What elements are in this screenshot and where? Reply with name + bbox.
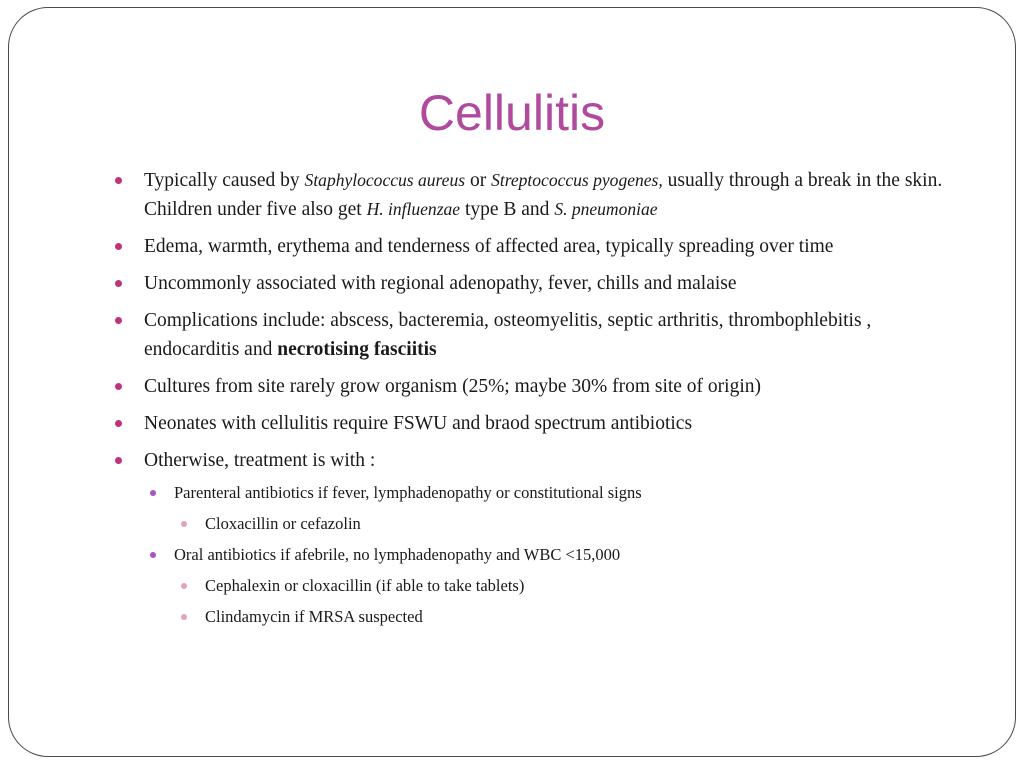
italic-organism: H. influenzae xyxy=(366,199,461,219)
bullet-text: Clindamycin if MRSA suspected xyxy=(205,607,423,626)
bullet-list xyxy=(113,166,963,636)
text-span: usually through a break in the skin. Children under five also get xyxy=(144,170,943,220)
bullet-dot-icon xyxy=(115,280,122,287)
sub-sub-bullet-dot-icon xyxy=(181,614,187,620)
text-span: or xyxy=(465,170,492,191)
sub-bullet-parenteral xyxy=(113,481,963,505)
bullet-text: Cephalexin or cloxacillin (if able to take tablets) xyxy=(205,576,525,595)
bullet-treatment xyxy=(113,446,963,475)
text-span: type B and xyxy=(460,199,555,220)
bullet-text: Otherwise, treatment is with : xyxy=(144,450,376,471)
sub-sub-bullet-dot-icon xyxy=(181,521,187,527)
bullet-dot-icon xyxy=(115,457,122,464)
bullet-associations xyxy=(113,269,963,298)
italic-organism: Staphylococcus aureus xyxy=(304,170,466,190)
bullet-text: Uncommonly associated with regional adenopathy, fever, chills and malaise xyxy=(144,273,737,294)
bold-term: necrotising fasciitis xyxy=(277,339,437,360)
sub-bullet-oral xyxy=(113,543,963,567)
bullet-text: Cloxacillin or cefazolin xyxy=(205,514,361,533)
italic-organism: S. pneumoniae xyxy=(554,199,658,219)
bullet-text: Edema, warmth, erythema and tenderness of affected area, typically spreading over time xyxy=(144,236,834,257)
italic-organism: Streptococcus pyogenes, xyxy=(491,170,663,190)
slide-title: Cellulitis xyxy=(418,85,606,141)
bullet-dot-icon xyxy=(115,243,122,250)
bullet-complications xyxy=(113,306,963,364)
text-span: Typically caused by xyxy=(144,170,305,191)
sub-sub-bullet-dot-icon xyxy=(181,583,187,589)
bullet-dot-icon xyxy=(115,420,122,427)
bullet-neonates xyxy=(113,409,963,438)
bullet-text: Oral antibiotics if afebrile, no lymphadenopathy and WBC <15,000 xyxy=(174,545,621,564)
bullet-dot-icon xyxy=(115,317,122,324)
bullet-text: Parenteral antibiotics if fever, lymphadenopathy or constitutional signs xyxy=(174,483,642,502)
bullet-dot-icon xyxy=(115,383,122,390)
bullet-dot-icon xyxy=(115,177,122,184)
sub-bullet-dot-icon xyxy=(150,552,156,558)
bullet-text: Cultures from site rarely grow organism (25%; maybe 30% from site of origin) xyxy=(144,376,762,397)
sub-sub-bullet-clindamycin xyxy=(113,605,963,629)
bullet-causes xyxy=(113,166,963,224)
bullet-cultures xyxy=(113,372,963,401)
bullet-text: Neonates with cellulitis require FSWU and braod spectrum antibiotics xyxy=(144,413,693,434)
bullet-text: Complications include: abscess, bacteremia, osteomyelitis, septic arthritis, thrombophlebitis , endocarditis and xyxy=(144,310,872,360)
sub-sub-bullet-cloxacillin xyxy=(113,512,963,536)
bullet-symptoms xyxy=(113,232,963,261)
sub-bullet-dot-icon xyxy=(150,490,156,496)
sub-sub-bullet-cephalexin xyxy=(113,574,963,598)
